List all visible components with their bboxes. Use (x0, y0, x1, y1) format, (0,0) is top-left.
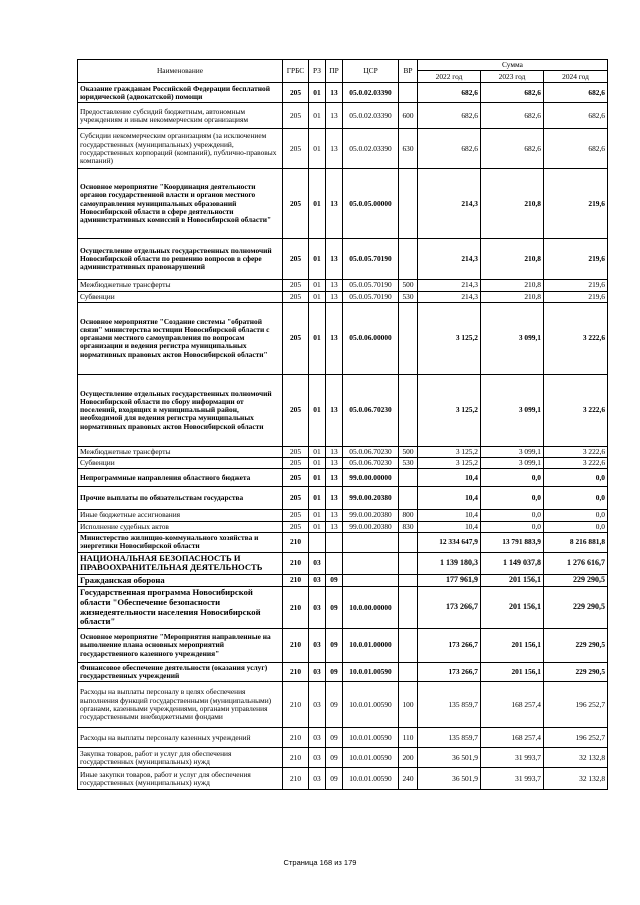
table-row (78, 280, 608, 291)
row-name: Основное мероприятие "Создание системы "обратной связи" министерства юстиции Новосибирской области с органами местного самоуправления по вопросам организации и ведения регистра муниципальных нормативных правовых актов Новосибирской области" (78, 302, 283, 374)
row-sum-2022: 135 859,7 (418, 728, 481, 748)
row-sum-2024: 0,0 (544, 469, 608, 487)
row-csr: 05.0.06.70230 (343, 374, 399, 446)
table-row (78, 103, 608, 129)
row-grbs: 205 (283, 103, 309, 129)
row-vr: 530 (399, 458, 418, 469)
table-body (78, 83, 608, 790)
row-sum-2022: 10,4 (418, 521, 481, 532)
row-rz: 01 (309, 374, 326, 446)
table-row (78, 510, 608, 521)
row-csr: 05.0.05.70190 (343, 280, 399, 291)
row-vr (399, 469, 418, 487)
row-sum-2022: 12 334 647,9 (418, 532, 481, 552)
row-rz: 01 (309, 469, 326, 487)
row-name: НАЦИОНАЛЬНАЯ БЕЗОПАСНОСТЬ И ПРАВООХРАНИТЕЛЬНАЯ ДЕЯТЕЛЬНОСТЬ (78, 552, 283, 574)
row-csr: 05.0.05.70190 (343, 291, 399, 302)
row-csr: 05.0.06.70230 (343, 446, 399, 457)
row-name: Государственная программа Новосибирской области "Обеспечение безопасности жизнедеятельности населения Новосибирской области" (78, 587, 283, 629)
row-name: Министерство жилищно-коммунального хозяйства и энергетики Новосибирской области (78, 532, 283, 552)
row-name: Основное мероприятие "Координация деятельности органов государственной власти и органов местного самоуправления муниципальных образований Новосибирской области в сфере деятельности административных комиссий в Новосибирской области" (78, 169, 283, 239)
row-grbs: 210 (283, 682, 309, 728)
table-row (78, 469, 608, 487)
row-pr: 13 (326, 521, 343, 532)
row-pr: 09 (326, 768, 343, 790)
row-pr (326, 532, 343, 552)
row-grbs: 210 (283, 574, 309, 587)
row-name: Субсидии некоммерческим организациям (за исключением государственных (муниципальных) учреждений, государственных корпораций (компаний), публично-правовых компаний) (78, 129, 283, 169)
table-row (78, 748, 608, 768)
row-sum-2024: 682,6 (544, 129, 608, 169)
row-vr: 500 (399, 280, 418, 291)
table-row (78, 552, 608, 574)
header-name: Наименование (78, 60, 283, 83)
row-sum-2022: 3 125,2 (418, 302, 481, 374)
row-vr (399, 487, 418, 510)
row-vr: 110 (399, 728, 418, 748)
table-row (78, 521, 608, 532)
row-pr: 09 (326, 574, 343, 587)
row-pr: 13 (326, 280, 343, 291)
row-sum-2024: 0,0 (544, 521, 608, 532)
row-name: Закупка товаров, работ и услуг для обеспечения государственных (муниципальных) нужд (78, 748, 283, 768)
row-pr: 09 (326, 628, 343, 662)
row-grbs: 205 (283, 458, 309, 469)
row-grbs: 210 (283, 552, 309, 574)
row-sum-2023: 201 156,1 (481, 574, 544, 587)
row-rz: 01 (309, 239, 326, 280)
row-name: Оказание гражданам Российской Федерации бесплатной юридической (адвокатской) помощи (78, 83, 283, 103)
row-rz: 01 (309, 169, 326, 239)
row-name: Расходы на выплаты персоналу казенных учреждений (78, 728, 283, 748)
row-sum-2023: 682,6 (481, 83, 544, 103)
row-sum-2024: 682,6 (544, 103, 608, 129)
table-row (78, 169, 608, 239)
row-grbs: 205 (283, 446, 309, 457)
row-sum-2022: 214,3 (418, 280, 481, 291)
row-vr (399, 532, 418, 552)
table-row (78, 458, 608, 469)
row-rz: 01 (309, 458, 326, 469)
row-csr: 10.0.01.00000 (343, 628, 399, 662)
row-rz (309, 532, 326, 552)
row-grbs: 205 (283, 469, 309, 487)
row-sum-2022: 173 266,7 (418, 628, 481, 662)
row-sum-2023: 682,6 (481, 103, 544, 129)
row-rz: 03 (309, 574, 326, 587)
row-rz: 03 (309, 662, 326, 682)
row-sum-2022: 10,4 (418, 469, 481, 487)
row-pr: 13 (326, 129, 343, 169)
row-csr: 05.0.02.03390 (343, 83, 399, 103)
page-number: Страница 168 из 179 (283, 858, 357, 867)
row-sum-2024: 3 222,6 (544, 302, 608, 374)
row-vr: 200 (399, 748, 418, 768)
row-rz: 01 (309, 291, 326, 302)
row-grbs: 205 (283, 302, 309, 374)
row-vr (399, 374, 418, 446)
row-sum-2022: 10,4 (418, 510, 481, 521)
row-rz: 01 (309, 83, 326, 103)
header-rz: РЗ (309, 60, 326, 83)
row-sum-2024: 3 222,6 (544, 374, 608, 446)
row-sum-2024: 3 222,6 (544, 446, 608, 457)
row-sum-2024: 229 290,5 (544, 662, 608, 682)
row-grbs: 210 (283, 748, 309, 768)
row-sum-2023: 168 257,4 (481, 728, 544, 748)
row-sum-2023: 210,8 (481, 280, 544, 291)
row-rz: 01 (309, 129, 326, 169)
row-sum-2023: 210,8 (481, 169, 544, 239)
row-csr: 99.0.00.20380 (343, 487, 399, 510)
row-sum-2022: 173 266,7 (418, 587, 481, 629)
row-name: Межбюджетные трансферты (78, 280, 283, 291)
row-vr (399, 239, 418, 280)
row-vr: 630 (399, 129, 418, 169)
header-vr: ВР (399, 60, 418, 83)
row-rz: 01 (309, 487, 326, 510)
row-sum-2022: 10,4 (418, 487, 481, 510)
row-sum-2024: 0,0 (544, 510, 608, 521)
row-pr (326, 552, 343, 574)
row-pr: 13 (326, 374, 343, 446)
table-row (78, 768, 608, 790)
row-sum-2023: 3 099,1 (481, 458, 544, 469)
row-rz: 01 (309, 302, 326, 374)
row-name: Прочие выплаты по обязательствам государства (78, 487, 283, 510)
row-csr: 99.0.00.20380 (343, 521, 399, 532)
row-name: Субвенции (78, 291, 283, 302)
row-sum-2024: 229 290,5 (544, 587, 608, 629)
row-rz: 01 (309, 510, 326, 521)
row-name: Осуществление отдельных государственных полномочий Новосибирской области по решению вопросов в сфере административных правонарушений (78, 239, 283, 280)
row-name: Предоставление субсидий бюджетным, автономным учреждениям и иным некоммерческим организациям (78, 103, 283, 129)
row-name: Субвенции (78, 458, 283, 469)
row-sum-2023: 3 099,1 (481, 374, 544, 446)
row-sum-2022: 36 501,9 (418, 748, 481, 768)
row-rz: 01 (309, 103, 326, 129)
row-rz: 03 (309, 682, 326, 728)
row-name: Иные закупки товаров, работ и услуг для обеспечения государственных (муниципальных) нужд (78, 768, 283, 790)
table-row (78, 129, 608, 169)
row-sum-2023: 210,8 (481, 239, 544, 280)
row-grbs: 205 (283, 510, 309, 521)
row-pr: 13 (326, 169, 343, 239)
row-sum-2024: 8 216 881,8 (544, 532, 608, 552)
row-vr: 100 (399, 682, 418, 728)
row-sum-2024: 1 276 616,7 (544, 552, 608, 574)
header-year-2023: 2023 год (481, 71, 544, 83)
row-csr: 10.0.01.00590 (343, 728, 399, 748)
header-csr: ЦСР (343, 60, 399, 83)
row-vr (399, 83, 418, 103)
row-csr: 10.0.01.00590 (343, 768, 399, 790)
row-sum-2024: 229 290,5 (544, 628, 608, 662)
table-row (78, 574, 608, 587)
table-row (78, 628, 608, 662)
row-name: Осуществление отдельных государственных полномочий Новосибирской области по сбору информации от поселений, входящих в муниципальный район, необходимой для ведения регистра муниципальных нормативных правовых актов Новосибирской области (78, 374, 283, 446)
row-sum-2024: 196 252,7 (544, 682, 608, 728)
row-csr: 05.0.06.70230 (343, 458, 399, 469)
row-vr: 800 (399, 510, 418, 521)
row-sum-2024: 219,6 (544, 239, 608, 280)
row-grbs: 205 (283, 169, 309, 239)
row-name: Исполнение судебных актов (78, 521, 283, 532)
row-grbs: 210 (283, 662, 309, 682)
row-csr: 05.0.02.03390 (343, 103, 399, 129)
row-sum-2024: 196 252,7 (544, 728, 608, 748)
row-csr: 05.0.05.00000 (343, 169, 399, 239)
row-sum-2024: 3 222,6 (544, 458, 608, 469)
row-grbs: 210 (283, 728, 309, 748)
row-vr (399, 628, 418, 662)
row-rz: 03 (309, 768, 326, 790)
row-sum-2023: 1 149 037,8 (481, 552, 544, 574)
row-sum-2022: 36 501,9 (418, 768, 481, 790)
table-row (78, 302, 608, 374)
row-csr (343, 552, 399, 574)
row-rz: 01 (309, 446, 326, 457)
header-year-2024: 2024 год (544, 71, 608, 83)
row-grbs: 210 (283, 628, 309, 662)
table-row (78, 587, 608, 629)
row-grbs: 205 (283, 521, 309, 532)
row-pr: 13 (326, 510, 343, 521)
row-sum-2022: 3 125,2 (418, 374, 481, 446)
table-header (78, 60, 608, 83)
row-sum-2022: 3 125,2 (418, 458, 481, 469)
table-row (78, 487, 608, 510)
row-sum-2022: 3 125,2 (418, 446, 481, 457)
row-name: Иные бюджетные ассигнования (78, 510, 283, 521)
row-csr: 10.0.01.00590 (343, 748, 399, 768)
row-grbs: 205 (283, 374, 309, 446)
row-csr: 99.0.00.00000 (343, 469, 399, 487)
row-pr: 13 (326, 83, 343, 103)
row-rz: 03 (309, 552, 326, 574)
row-vr (399, 587, 418, 629)
row-csr: 99.0.00.20380 (343, 510, 399, 521)
row-csr (343, 532, 399, 552)
row-pr: 13 (326, 291, 343, 302)
row-csr: 10.0.01.00590 (343, 682, 399, 728)
row-name: Гражданская оборона (78, 574, 283, 587)
row-csr: 10.0.01.00590 (343, 662, 399, 682)
row-sum-2024: 32 132,8 (544, 748, 608, 768)
row-name: Финансовое обеспечение деятельности (оказания услуг) государственных учреждений (78, 662, 283, 682)
row-sum-2023: 201 156,1 (481, 662, 544, 682)
table-row (78, 728, 608, 748)
row-pr: 09 (326, 587, 343, 629)
row-vr: 530 (399, 291, 418, 302)
row-grbs: 205 (283, 239, 309, 280)
row-sum-2022: 214,3 (418, 291, 481, 302)
table-row (78, 83, 608, 103)
header-pr: ПР (326, 60, 343, 83)
row-sum-2022: 682,6 (418, 103, 481, 129)
row-name: Непрограммные направления областного бюджета (78, 469, 283, 487)
row-grbs: 210 (283, 532, 309, 552)
row-csr: 05.0.05.70190 (343, 239, 399, 280)
row-sum-2022: 682,6 (418, 83, 481, 103)
row-vr: 240 (399, 768, 418, 790)
table-row (78, 662, 608, 682)
row-sum-2023: 31 993,7 (481, 768, 544, 790)
row-sum-2022: 173 266,7 (418, 662, 481, 682)
row-pr: 13 (326, 103, 343, 129)
row-grbs: 205 (283, 129, 309, 169)
row-vr (399, 552, 418, 574)
row-sum-2024: 219,6 (544, 291, 608, 302)
row-sum-2022: 214,3 (418, 169, 481, 239)
row-rz: 01 (309, 280, 326, 291)
row-sum-2023: 3 099,1 (481, 446, 544, 457)
row-vr (399, 169, 418, 239)
row-grbs: 205 (283, 83, 309, 103)
header-sum: Сумма (418, 60, 608, 71)
row-sum-2024: 0,0 (544, 487, 608, 510)
row-pr: 09 (326, 662, 343, 682)
row-name: Расходы на выплаты персоналу в целях обеспечения выполнения функций государственными (муниципальными) органами, казенными учреждениями, органами управления государственными внебюджетными фондами (78, 682, 283, 728)
row-sum-2023: 0,0 (481, 487, 544, 510)
row-pr: 13 (326, 487, 343, 510)
table-row (78, 374, 608, 446)
row-sum-2023: 210,8 (481, 291, 544, 302)
row-sum-2024: 682,6 (544, 83, 608, 103)
row-pr: 13 (326, 469, 343, 487)
row-vr: 600 (399, 103, 418, 129)
row-grbs: 210 (283, 768, 309, 790)
row-sum-2023: 168 257,4 (481, 682, 544, 728)
row-name: Основное мероприятие "Мероприятия направленные на выполнение плана основных мероприятий государственного казенного учреждения" (78, 628, 283, 662)
table-row (78, 446, 608, 457)
row-pr: 13 (326, 239, 343, 280)
row-sum-2024: 219,6 (544, 169, 608, 239)
budget-table (77, 59, 608, 790)
row-sum-2024: 219,6 (544, 280, 608, 291)
row-grbs: 210 (283, 587, 309, 629)
header-grbs: ГРБС (283, 60, 309, 83)
row-vr (399, 574, 418, 587)
row-name: Межбюджетные трансферты (78, 446, 283, 457)
row-sum-2024: 32 132,8 (544, 768, 608, 790)
row-rz: 03 (309, 728, 326, 748)
header-year-2022: 2022 год (418, 71, 481, 83)
row-vr: 500 (399, 446, 418, 457)
row-vr: 830 (399, 521, 418, 532)
table-row (78, 532, 608, 552)
row-sum-2023: 0,0 (481, 469, 544, 487)
row-sum-2023: 13 791 883,9 (481, 532, 544, 552)
row-sum-2022: 1 139 180,3 (418, 552, 481, 574)
row-pr: 09 (326, 682, 343, 728)
row-vr (399, 302, 418, 374)
row-csr: 05.0.02.03390 (343, 129, 399, 169)
row-pr: 09 (326, 728, 343, 748)
row-csr: 05.0.06.00000 (343, 302, 399, 374)
row-grbs: 205 (283, 280, 309, 291)
row-sum-2023: 201 156,1 (481, 587, 544, 629)
table-row (78, 682, 608, 728)
row-grbs: 205 (283, 291, 309, 302)
row-sum-2023: 0,0 (481, 521, 544, 532)
row-csr (343, 574, 399, 587)
row-pr: 13 (326, 302, 343, 374)
row-grbs: 205 (283, 487, 309, 510)
row-sum-2022: 214,3 (418, 239, 481, 280)
row-rz: 03 (309, 628, 326, 662)
row-sum-2023: 201 156,1 (481, 628, 544, 662)
row-vr (399, 662, 418, 682)
row-sum-2023: 31 993,7 (481, 748, 544, 768)
row-sum-2022: 682,6 (418, 129, 481, 169)
row-sum-2022: 135 859,7 (418, 682, 481, 728)
row-sum-2023: 0,0 (481, 510, 544, 521)
row-sum-2023: 682,6 (481, 129, 544, 169)
row-pr: 09 (326, 748, 343, 768)
row-rz: 03 (309, 587, 326, 629)
table-row (78, 239, 608, 280)
row-sum-2023: 3 099,1 (481, 302, 544, 374)
row-rz: 03 (309, 748, 326, 768)
table-row (78, 291, 608, 302)
row-sum-2024: 229 290,5 (544, 574, 608, 587)
row-pr: 13 (326, 458, 343, 469)
row-csr: 10.0.00.00000 (343, 587, 399, 629)
row-pr: 13 (326, 446, 343, 457)
row-sum-2022: 177 961,9 (418, 574, 481, 587)
row-rz: 01 (309, 521, 326, 532)
